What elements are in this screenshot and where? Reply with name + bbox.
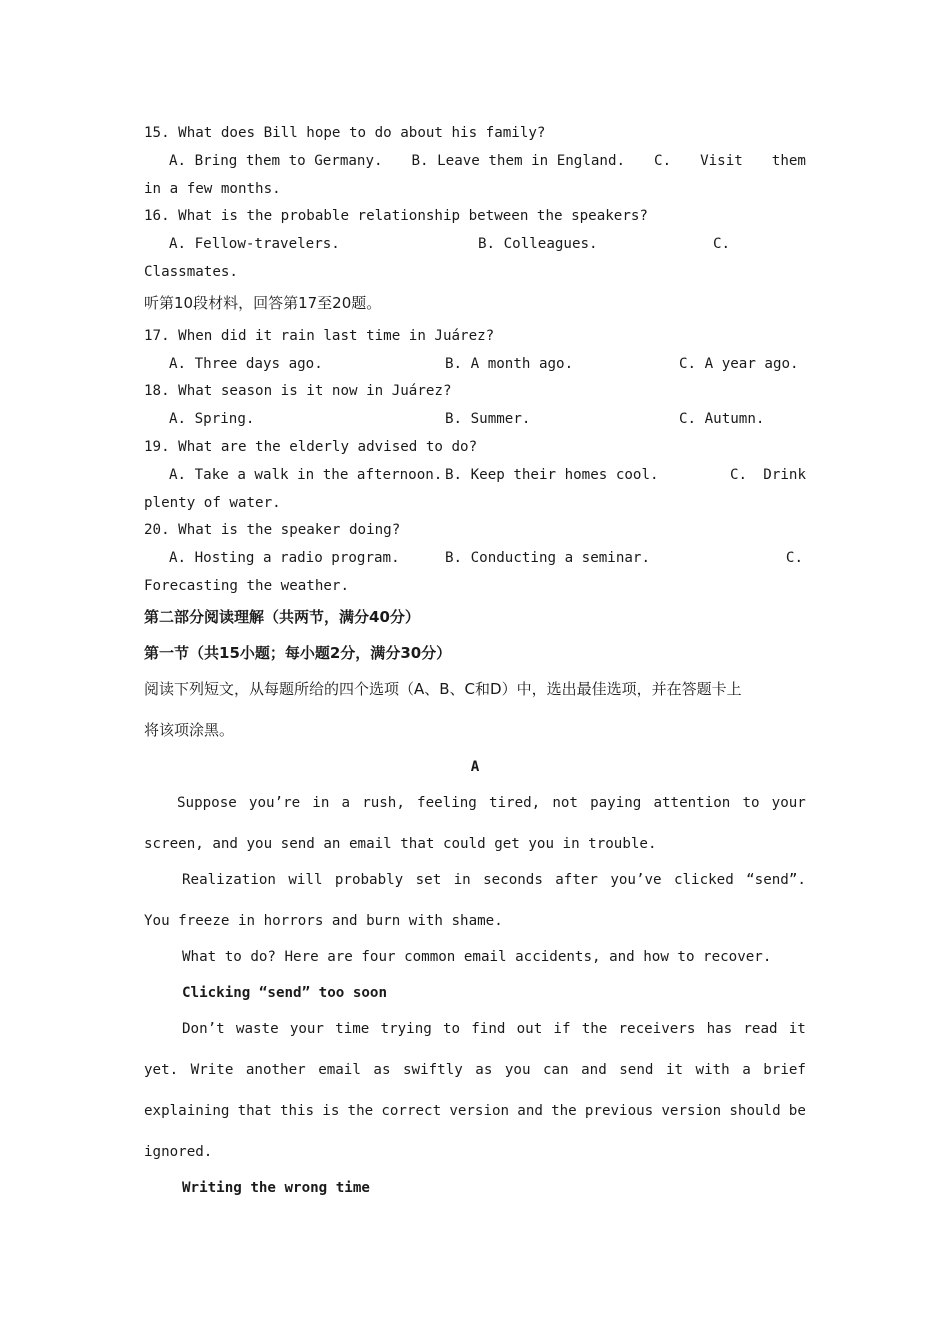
option-c-continuation: Classmates. [144, 264, 238, 280]
question-15-options [169, 151, 806, 171]
word: “send”. [746, 872, 806, 888]
word: rush, [362, 795, 405, 811]
word: you [504, 1062, 531, 1078]
word: to [442, 1021, 461, 1037]
word: not [552, 795, 578, 811]
question-15: 15. What does Bill hope to do about his family? [144, 125, 546, 141]
subheading: Clicking “send” too soon [182, 985, 387, 1001]
paragraph-line [144, 1101, 806, 1121]
word: if [553, 1021, 571, 1037]
option-b: B. Leave them in England. [411, 153, 626, 169]
section-heading: 第一节（共15小题；每小题2分，满分30分） [144, 644, 452, 662]
word: clicked [673, 872, 734, 888]
word: version [661, 1103, 722, 1119]
word: can [543, 1062, 569, 1078]
subheading: Writing the wrong time [182, 1180, 370, 1196]
question-20: 20. What is the speaker doing? [144, 522, 401, 538]
word: a [341, 795, 351, 811]
word: in [453, 872, 471, 888]
word: swiftly [403, 1062, 463, 1078]
passage-label: A [470, 759, 480, 775]
word: Write [190, 1062, 234, 1078]
option-c-letter: C. [654, 153, 672, 169]
instructions-line-2: 将该项涂黑。 [144, 721, 235, 739]
section-instruction: 听第10段材料，回答第17至20题。 [144, 294, 382, 312]
word: find [471, 1021, 506, 1037]
paragraph-line [182, 1019, 806, 1039]
option-a: A. Take a walk in the afternoon. [169, 467, 443, 483]
word: paying [590, 795, 642, 811]
paragraph-line [182, 870, 806, 890]
option-b: B. Conducting a seminar. [445, 550, 650, 566]
question-18-options [169, 409, 806, 429]
option-c-letter: C. [713, 236, 731, 252]
option-b: B. Keep their homes cool. [445, 467, 659, 483]
word: trying [380, 1021, 432, 1037]
word: and [517, 1103, 543, 1119]
word: the [551, 1103, 577, 1119]
word: time [335, 1021, 370, 1037]
option-a: A. Hosting a radio program. [169, 550, 400, 566]
word: you’re [248, 795, 301, 811]
word: seconds [483, 872, 543, 888]
word: waste [235, 1021, 279, 1037]
word: correct [381, 1103, 442, 1119]
word: your [771, 795, 806, 811]
word: explaining [144, 1103, 230, 1119]
paragraph-line [144, 1060, 806, 1080]
word: this [279, 1103, 315, 1119]
question-17-options [169, 354, 806, 374]
option-a: A. Bring them to Germany. [169, 153, 383, 169]
question-18: 18. What season is it now in Juárez? [144, 383, 452, 399]
question-16-options [169, 234, 806, 254]
word: in [312, 795, 330, 811]
word: read [743, 1021, 778, 1037]
word: Suppose [177, 795, 237, 811]
word: to [742, 795, 760, 811]
instructions-line-1: 阅读下列短文，从每题所给的四个选项（A、B、C和D）中，选出最佳选项，并在答题卡上 [144, 680, 742, 698]
paragraph-line: screen, and you send an email that could get you in trouble. [144, 836, 657, 852]
option-c-word: them [771, 153, 806, 169]
question-19: 19. What are the elderly advised to do? [144, 439, 478, 455]
word: Don’t [182, 1021, 225, 1037]
option-c: C. A year ago. [679, 356, 799, 372]
option-c-letter: C. [785, 550, 803, 566]
word: brief [763, 1062, 806, 1078]
word: be [788, 1103, 806, 1119]
question-16: 16. What is the probable relationship between the speakers? [144, 208, 648, 224]
option-c-continuation: plenty of water. [144, 495, 281, 511]
option-b: B. Summer. [445, 411, 531, 427]
word: the [581, 1021, 608, 1037]
word: Realization [182, 872, 276, 888]
paragraph-line: ignored. [144, 1144, 213, 1160]
word: previous [584, 1103, 654, 1119]
word: set [415, 872, 442, 888]
option-c-continuation: in a few months. [144, 181, 281, 197]
word: is [322, 1103, 340, 1119]
word: has [706, 1021, 733, 1037]
paragraph-line [177, 793, 806, 813]
word: yet. [144, 1062, 179, 1078]
option-b: B. Colleagues. [478, 236, 598, 252]
word: out [516, 1021, 543, 1037]
option-c-word: Visit [700, 153, 743, 169]
word: as [475, 1062, 493, 1078]
word: and [581, 1062, 607, 1078]
word: tired, [488, 795, 541, 811]
paragraph-line: What to do? Here are four common email accidents, and how to recover. [182, 949, 772, 965]
word: receivers [618, 1021, 696, 1037]
option-a: A. Three days ago. [169, 356, 323, 372]
option-c-continuation: Forecasting the weather. [144, 578, 349, 594]
word: as [373, 1062, 391, 1078]
option-b: B. A month ago. [445, 356, 574, 372]
word: after [555, 872, 598, 888]
question-20-options [169, 548, 806, 568]
word: will [288, 872, 323, 888]
word: it [788, 1021, 806, 1037]
question-17: 17. When did it rain last time in Juárez? [144, 328, 495, 344]
word: your [289, 1021, 324, 1037]
option-a: A. Spring. [169, 411, 255, 427]
word: should [729, 1103, 781, 1119]
word: another [245, 1062, 306, 1078]
word: probably [334, 872, 404, 888]
option-c-letter: C. [730, 467, 748, 483]
word: email [318, 1062, 361, 1078]
word: send [619, 1062, 654, 1078]
word: you’ve [610, 872, 662, 888]
word: with [695, 1062, 730, 1078]
question-19-options [169, 465, 806, 485]
word: attention [653, 795, 731, 811]
word: version [449, 1103, 510, 1119]
word: a [742, 1062, 751, 1078]
option-c: C. Autumn. [679, 411, 765, 427]
word: feeling [417, 795, 477, 811]
option-a: A. Fellow-travelers. [169, 236, 340, 252]
paragraph-line: You freeze in horrors and burn with shame. [144, 913, 503, 929]
part-heading: 第二部分阅读理解（共两节，满分40分） [144, 608, 420, 626]
word: it [665, 1062, 684, 1078]
word: the [347, 1103, 374, 1119]
option-c-word: Drink [763, 467, 806, 483]
word: that [237, 1103, 272, 1119]
